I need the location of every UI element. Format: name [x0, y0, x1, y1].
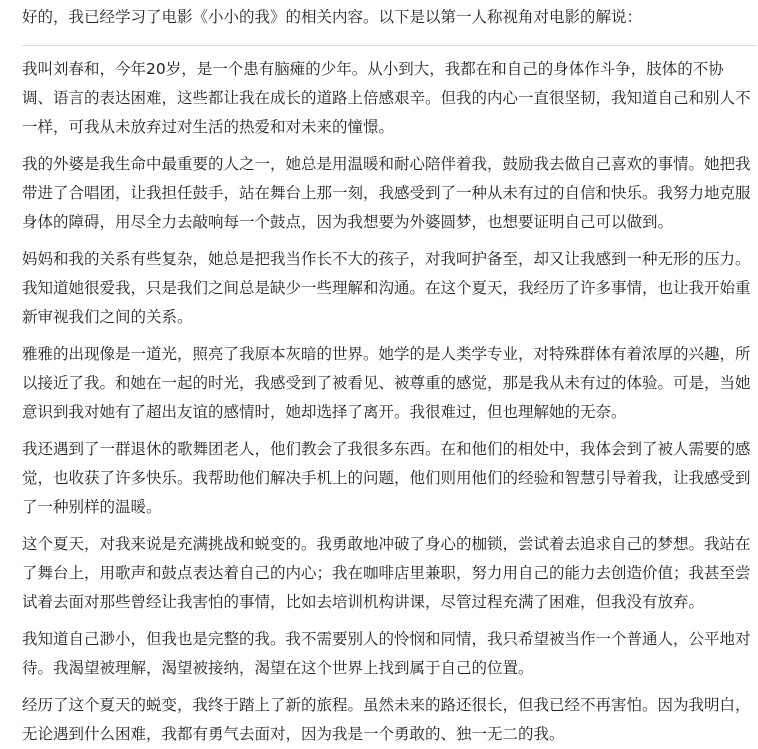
- paragraph-6: 这个夏天，对我来说是充满挑战和蜕变的。我勇敢地冲破了身心的枷锁，尝试着去追求自己的梦想。我站在了舞台上，用歌声和鼓点表达着自己的内心；我在咖啡店里兼职，努力用自己的能力去创造价值；我甚至尝试着去面对那些曾经让我害怕的事情，比如去培训机构讲课，尽管过程充满了困难，但我没有放弃。: [22, 535, 751, 611]
- paragraph-5: 我还遇到了一群退休的歌舞团老人，他们教会了我很多东西。在和他们的相处中，我体会到了被人需要的感觉，也收获了许多快乐。我帮助他们解决手机上的问题，他们则用他们的经验和智慧引导着我，让我感受到了一种别样的温暖。: [22, 440, 751, 516]
- paragraph-8: 经历了这个夏天的蜕变，我终于踏上了新的旅程。虽然未来的路还很长，但我已经不再害怕。因为我明白，无论遇到什么困难，我都有勇气去面对，因为我是一个勇敢的、独一无二的我。: [22, 696, 751, 743]
- paragraph-3: 妈妈和我的关系有些复杂，她总是把我当作长不大的孩子，对我呵护备至，却又让我感到一种无形的压力。我知道她很爱我，只是我们之间总是缺少一些理解和沟通。在这个夏天，我经历了许多事情，也让我开始重新审视我们之间的关系。: [22, 250, 751, 326]
- paragraph-7: 我知道自己渺小，但我也是完整的我。我不需要别人的怜悯和同情，我只希望被当作一个普通人，公平地对待。我渴望被理解，渴望被接纳，渴望在这个世界上找到属于自己的位置。: [22, 630, 751, 677]
- paragraph-1: 我叫刘春和，今年20岁，是一个患有脑瘫的少年。从小到大，我都在和自己的身体作斗争，肢体的不协调、语言的表达困难，这些都让我在成长的道路上倍感艰辛。但我的内心一直很坚韧，我知道自己和别人不一样，可我从未放弃过对生活的热爱和对未来的憧憬。: [22, 60, 751, 136]
- intro-text: 好的，我已经学习了电影《小小的我》的相关内容。以下是以第一人称视角对电影的解说：: [22, 8, 643, 26]
- paragraph-2: 我的外婆是我生命中最重要的人之一，她总是用温暖和耐心陪伴着我，鼓励我去做自己喜欢的事情。她把我带进了合唱团，让我担任鼓手，站在舞台上那一刻，我感受到了一种从未有过的自信和快乐。我努力地克服身体的障碍，用尽全力去敲响每一个鼓点，因为我想要为外婆圆梦，也想要证明自己可以做到。: [22, 155, 751, 231]
- divider: [22, 45, 756, 46]
- narration-body: [22, 55, 758, 749]
- paragraph-4: 雅雅的出现像是一道光，照亮了我原本灰暗的世界。她学的是人类学专业，对特殊群体有着浓厚的兴趣，所以接近了我。和她在一起的时光，我感受到了被看见、被尊重的感觉，那是我从未有过的体验。可是，当她意识到我对她有了超出友谊的感情时，她却选择了离开。我很难过，但也理解她的无奈。: [22, 345, 751, 421]
